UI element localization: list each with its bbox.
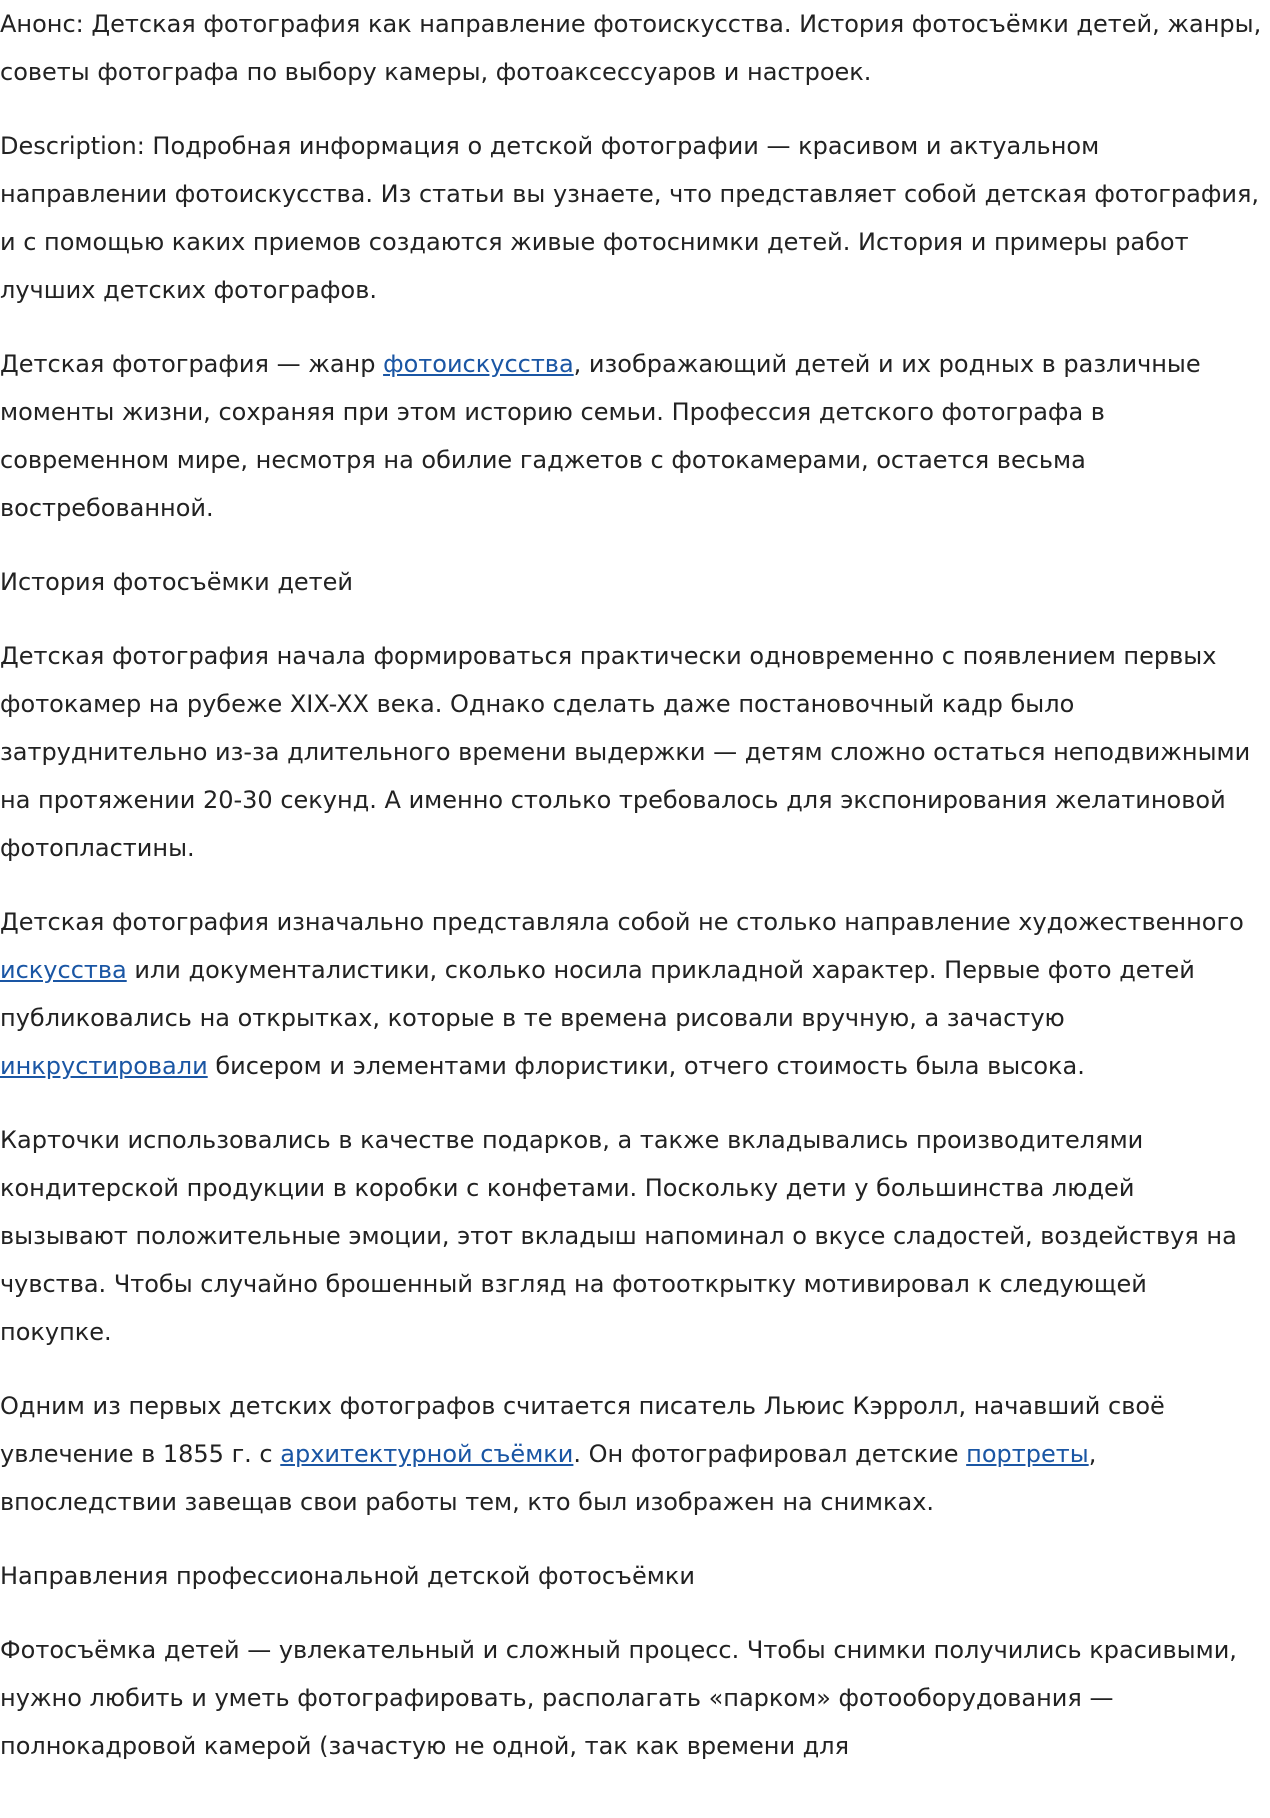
history-paragraph-1: Детская фотография начала формироваться практически одновременно с появлением первых фотокамер на рубеже XIX-XX века. Однако сделать даже постановочный кадр было затруднительно из-за длительного времени выдержки — детям сложно остаться неподвижными на протяжении 20-30 секунд. А именно столько требовалось для экспонирования желатиновой фотопластины. (0, 642, 1251, 862)
heading-history: История фотосъёмки детей (0, 568, 354, 596)
history-p2-text-3: бисером и элементами флористики, отчего стоимость была высока. (207, 1052, 1085, 1080)
link-portraits[interactable]: портреты (966, 1440, 1089, 1468)
history-p2-text-2: или документалистики, сколько носила прикладной характер. Первые фото детей публиковались на открытках, которые в те времена рисовали вручную, а зачастую (0, 956, 1195, 1032)
history-p4-text-2: . Он фотографировал детские (573, 1440, 967, 1468)
intro-text-start: Детская фотография — жанр (0, 350, 384, 378)
announce-paragraph: Анонс: Детская фотография как направление фотоискусства. История фотосъёмки детей, жанры, советы фотографа по выбору камеры, фотоаксессуаров и настроек. (0, 10, 1262, 86)
intro-paragraph (0, 340, 1265, 532)
history-paragraph-2 (0, 898, 1265, 1090)
intro-text-end: , изображающий детей и их родных в различные моменты жизни, сохраняя при этом историю семьи. Профессия детского фотографа в современном мире, несмотря на обилие гаджетов с фотокамерами, остается весьма востребованной. (0, 350, 1201, 522)
history-p4-text-3: , впоследствии завещав свои работы тем, кто был изображен на снимках. (0, 1440, 1097, 1516)
heading-directions: Направления профессиональной детской фотосъёмки (0, 1562, 695, 1590)
history-p4-text-1: Одним из первых детских фотографов считается писатель Льюис Кэрролл, начавший своё увлечение в 1855 г. с (0, 1392, 1165, 1468)
history-paragraph-3: Карточки использовались в качестве подарков, а также вкладывались производителями кондитерской продукции в коробки с конфетами. Поскольку дети у большинства людей вызывают положительные эмоции, этот вкладыш напоминал о вкусе сладостей, воздействуя на чувства. Чтобы случайно брошенный взгляд на фотооткрытку мотивировал к следующей покупке. (0, 1126, 1237, 1346)
history-p2-text-1: Детская фотография изначально представляла собой не столько направление художественного (0, 908, 1244, 936)
history-paragraph-4 (0, 1382, 1265, 1526)
directions-paragraph-1: Фотосъёмка детей — увлекательный и сложный процесс. Чтобы снимки получились красивыми, нужно любить и уметь фотографировать, располагать «парком» фотооборудования — полнокадровой камерой (зачастую не одной, так как времени для (0, 1636, 1237, 1760)
link-architectural-shooting[interactable]: архитектурной съёмки (280, 1440, 574, 1468)
link-art[interactable]: искусства (0, 956, 127, 984)
link-inlaid[interactable]: инкрустировали (0, 1052, 208, 1080)
description-paragraph: Description: Подробная информация о детской фотографии — красивом и актуальном направлении фотоискусства. Из статьи вы узнаете, что представляет собой детская фотография, и с помощью каких приемов создаются живые фотоснимки детей. История и примеры работ лучших детских фотографов. (0, 132, 1260, 304)
link-photo-art[interactable]: фотоискусства (383, 350, 574, 378)
